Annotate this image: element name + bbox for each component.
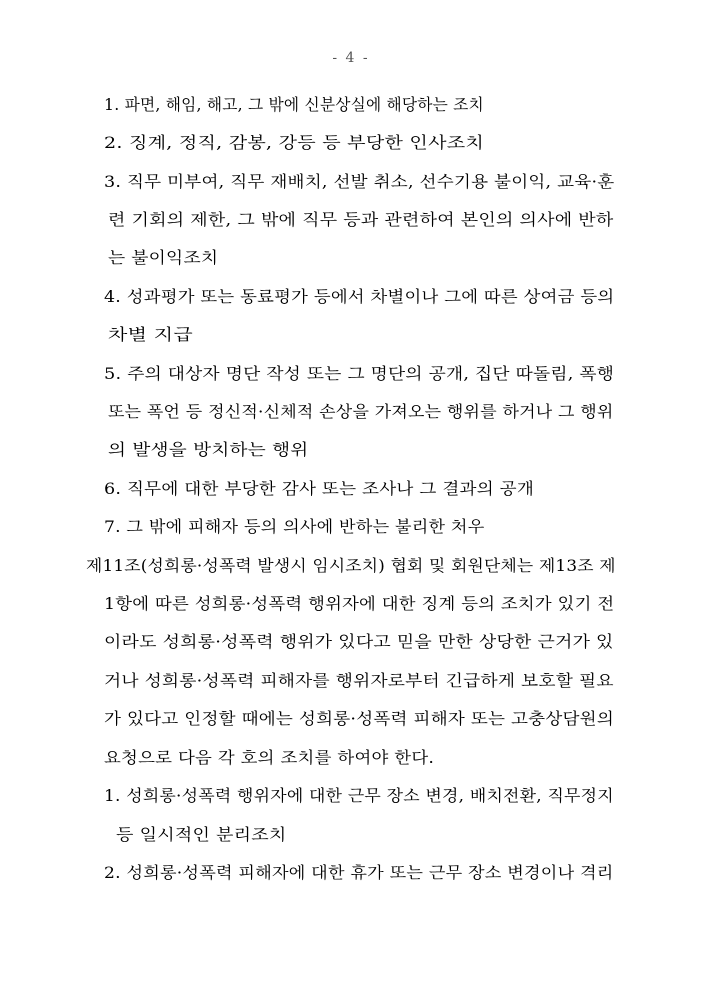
list-item-4-cont: 차별 지급 <box>108 325 193 344</box>
list-item-5-cont-1: 또는 폭언 등 정신적·신체적 손상을 가져오는 행위를 하거나 그 행위 <box>108 402 614 421</box>
article-11-line-4: 거나 성희롱·성폭력 피해자를 행위자로부터 긴급하게 보호할 필요 <box>104 671 614 690</box>
list-item-2: 2. 징계, 정직, 감봉, 강등 등 부당한 인사조치 <box>104 133 485 152</box>
article-11-line-2: 1항에 따른 성희롱·성폭력 행위자에 대한 징계 등의 조치가 있기 전 <box>104 594 615 613</box>
article-11-line-3: 이라도 성희롱·성폭력 행위가 있다고 믿을 만한 상당한 근거가 있 <box>104 632 614 651</box>
list-item-3-cont-1: 련 기회의 제한, 그 밖에 직무 등과 관련하여 본인의 의사에 반하 <box>108 210 614 229</box>
list-item-4: 4. 성과평가 또는 동료평가 등에서 차별이나 그에 따른 상여금 등의 <box>104 287 615 306</box>
article-11-line-6: 요청으로 다음 각 호의 조치를 하여야 한다. <box>104 748 435 767</box>
article-11-heading: 제11조(성희롱·성폭력 발생시 임시조치) 협회 및 회원단체는 제13조 제 <box>86 556 616 575</box>
list-item-7: 7. 그 밖에 피해자 등의 의사에 반하는 불리한 처우 <box>104 517 485 536</box>
list-item-3: 3. 직무 미부여, 직무 재배치, 선발 취소, 선수기용 불이익, 교육·훈 <box>104 172 615 191</box>
measure-item-1: 1. 성희롱·성폭력 행위자에 대한 근무 장소 변경, 배치전환, 직무정지 <box>104 786 614 805</box>
measure-item-2: 2. 성희롱·성폭력 피해자에 대한 휴가 또는 근무 장소 변경이나 격리 <box>104 863 614 882</box>
list-item-5: 5. 주의 대상자 명단 작성 또는 그 명단의 공개, 집단 따돌림, 폭행 <box>104 364 615 383</box>
article-11-line-5: 가 있다고 인정할 때에는 성희롱·성폭력 피해자 또는 고충상담원의 <box>104 709 615 728</box>
list-item-5-cont-2: 의 발생을 방치하는 행위 <box>108 440 309 459</box>
list-item-3-cont-2: 는 불이익조치 <box>108 248 219 267</box>
page-number: - 4 - <box>332 50 370 66</box>
list-item-6: 6. 직무에 대한 부당한 감사 또는 조사나 그 결과의 공개 <box>104 479 535 498</box>
measure-item-1-cont: 등 일시적인 분리조치 <box>116 825 287 844</box>
list-item-1: 1. 파면, 해임, 해고, 그 밖에 신분상실에 해당하는 조치 <box>104 95 484 114</box>
